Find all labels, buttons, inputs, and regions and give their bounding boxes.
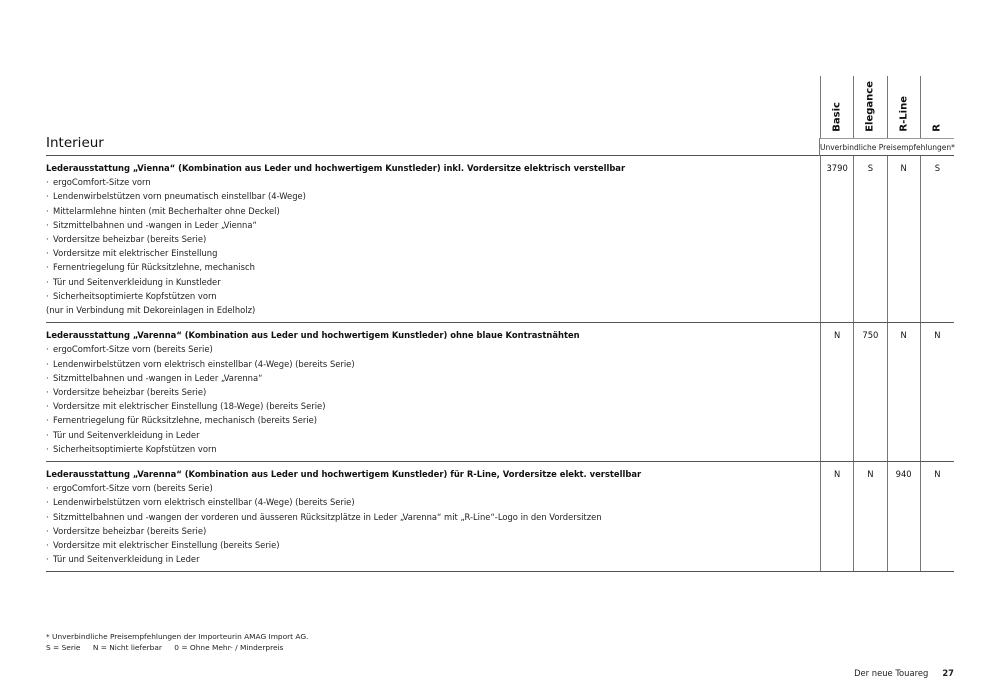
value-r-line: N	[887, 323, 920, 461]
list-item: · Fernentriegelung für Rücksitzlehne, mechanisch (bereits Serie)	[46, 415, 318, 426]
list-item: · Sitzmittelbahnen und -wangen der vorderen und äusseren Rücksitzplätze in Leder „Varenna“ mit „R-Line“-Logo in den Vordersitzen	[46, 511, 602, 522]
list-item: · Tür und Seitenverkleidung in Kunstleder	[46, 276, 221, 287]
list-item: · Lendenwirbelstützen vorn elektrisch einstellbar (4-Wege) (bereits Serie)	[46, 358, 355, 369]
list-item: · Lendenwirbelstützen vorn pneumatisch einstellbar (4-Wege)	[46, 191, 306, 202]
table-row	[46, 462, 954, 572]
value-r-line: N	[887, 156, 920, 322]
list-item: · ergoComfort-Sitze vorn (bereits Serie)	[46, 483, 213, 494]
list-item: · Sicherheitsoptimierte Kopfstützen vorn	[46, 290, 217, 301]
list-item: · ergoComfort-Sitze vorn (bereits Serie)	[46, 344, 213, 355]
list-item: · ergoComfort-Sitze vorn	[46, 177, 151, 188]
legend	[46, 642, 308, 653]
list-item: · Lendenwirbelstützen vorn elektrisch einstellbar (4-Wege) (bereits Serie)	[46, 497, 355, 508]
footnote	[46, 631, 308, 653]
list-item: · Vordersitze beheizbar (bereits Serie)	[46, 525, 207, 536]
legend-ohne-preis: 0 = Ohne Mehr- / Minderpreis	[174, 643, 284, 652]
price-note: Unverbindliche Preisempfehlungen*	[819, 138, 954, 156]
row-title: Lederausstattung „Varenna“ (Kombination aus Leder und hochwertigem Kunstleder) ohne blaue Kontrastnähten	[46, 330, 580, 341]
page-number: 27	[942, 668, 954, 678]
list-item: · Fernentriegelung für Rücksitzlehne, mechanisch	[46, 262, 255, 273]
column-header-elegance: Elegance	[853, 76, 886, 138]
table-row	[46, 323, 954, 462]
value-r: N	[920, 323, 954, 461]
list-item: · Sitzmittelbahnen und -wangen in Leder „Varenna“	[46, 372, 263, 383]
list-item: · Tür und Seitenverkleidung in Leder	[46, 554, 200, 565]
column-header-r-line: R-Line	[887, 76, 920, 138]
row-values	[820, 323, 954, 461]
row-title: Lederausstattung „Vienna“ (Kombination aus Leder und hochwertigem Kunstleder) inkl. Vordersitze elektrisch verstellbar	[46, 163, 626, 173]
value-basic: N	[820, 462, 853, 571]
column-header-basic: Basic	[820, 76, 853, 138]
row-description	[46, 156, 820, 322]
list-item: · Vordersitze beheizbar (bereits Serie)	[46, 387, 207, 398]
row-values	[820, 462, 954, 571]
column-header-r: R	[920, 76, 954, 138]
row-description	[46, 462, 820, 571]
list-item: · Sitzmittelbahnen und -wangen in Leder „Vienna“	[46, 219, 257, 230]
row-title: Lederausstattung „Varenna“ (Kombination aus Leder und hochwertigem Kunstleder) für R-Line, Vordersitze elekt. verstellbar	[46, 469, 642, 480]
footnote-text: * Unverbindliche Preisempfehlungen der Importeurin AMAG Import AG.	[46, 632, 309, 641]
section-title: Interieur	[46, 135, 104, 151]
page-footer	[854, 668, 954, 678]
value-elegance: S	[853, 156, 886, 322]
footer-label: Der neue Touareg	[854, 668, 929, 678]
list-item: · Mittelarmlehne hinten (mit Becherhalter ohne Deckel)	[46, 205, 280, 216]
column-headers	[820, 76, 954, 138]
value-r-line: 940	[887, 462, 920, 571]
row-description	[46, 323, 820, 461]
value-elegance: N	[853, 462, 886, 571]
value-basic: 3790	[820, 156, 853, 322]
table-header	[46, 76, 954, 156]
table-row	[46, 156, 954, 323]
equipment-table	[46, 76, 954, 572]
list-item: · Vordersitze mit elektrischer Einstellung	[46, 248, 218, 259]
list-item: · Sicherheitsoptimierte Kopfstützen vorn	[46, 443, 217, 454]
value-elegance: 750	[853, 323, 886, 461]
legend-serie: S = Serie	[46, 643, 81, 652]
row-values	[820, 156, 954, 322]
value-basic: N	[820, 323, 853, 461]
list-item: · Vordersitze beheizbar (bereits Serie)	[46, 234, 207, 245]
value-r: N	[920, 462, 954, 571]
list-item: · Tür und Seitenverkleidung in Leder	[46, 429, 200, 440]
list-item: · Vordersitze mit elektrischer Einstellung (18-Wege) (bereits Serie)	[46, 401, 326, 412]
value-r: S	[920, 156, 954, 322]
list-item: · Vordersitze mit elektrischer Einstellung (bereits Serie)	[46, 540, 280, 551]
legend-nicht-lieferbar: N = Nicht lieferbar	[92, 643, 162, 652]
row-note: (nur in Verbindung mit Dekoreinlagen in Edelholz)	[46, 305, 256, 316]
